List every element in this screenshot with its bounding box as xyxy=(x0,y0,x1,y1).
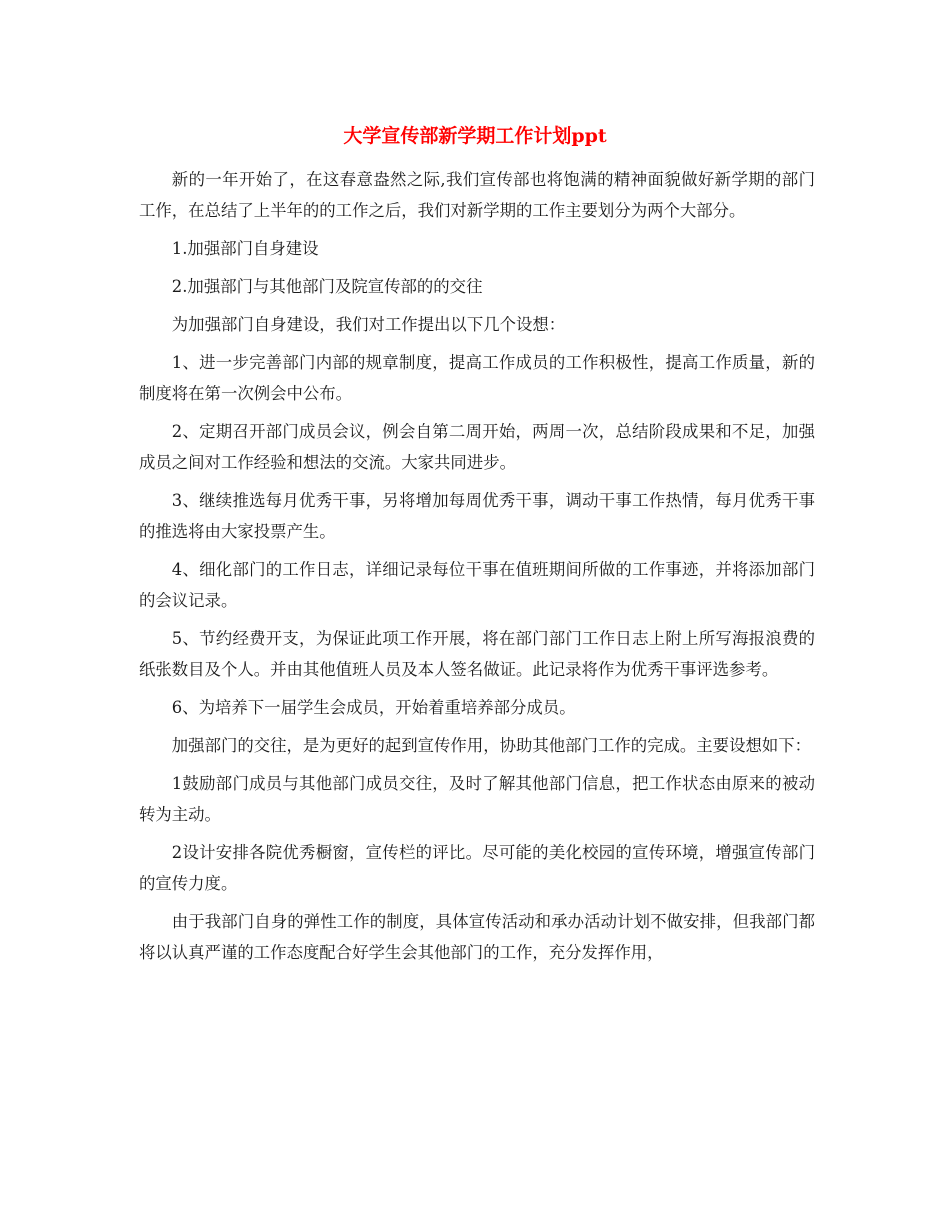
paragraph-item-5: 5、节约经费开支，为保证此项工作开展，将在部门部门工作日志上附上所写海报浪费的纸张数目及个人。并由其他值班人员及本人签名做证。此记录将作为优秀干事评选参考。 xyxy=(139,629,815,679)
document-body xyxy=(139,164,815,975)
paragraph-self-building-intro: 为加强部门自身建设，我们对工作提出以下几个设想： xyxy=(171,315,566,334)
paragraph-communication-intro: 加强部门的交往，是为更好的起到宣传作用，协助其他部门工作的完成。主要设想如下： xyxy=(171,736,812,755)
paragraph-intro: 新的一年开始了，在这春意盎然之际,我们宣传部也将饱满的精神面貌做好新学期的部门工作，在总结了上半年的的工作之后，我们对新学期的工作主要划分为两个大部分。 xyxy=(139,170,815,220)
document-title: 大学宣传部新学期工作计划ppt xyxy=(343,125,607,147)
paragraph-item-1: 1、进一步完善部门内部的规章制度，提高工作成员的工作积极性，提高工作质量，新的制度将在第一次例会中公布。 xyxy=(139,353,815,403)
paragraph-communication-2: 2设计安排各院优秀橱窗，宣传栏的评比。尽可能的美化校园的宣传环境，增强宣传部门的宣传力度。 xyxy=(139,843,815,893)
paragraph-item-2: 2、定期召开部门成员会议，例会自第二周开始，两周一次，总结阶段成果和不足，加强成员之间对工作经验和想法的交流。大家共同进步。 xyxy=(139,422,815,472)
paragraph-closing: 由于我部门自身的弹性工作的制度，具体宣传活动和承办活动计划不做安排，但我部门都将以认真严谨的工作态度配合好学生会其他部门的工作，充分发挥作用， xyxy=(139,912,815,962)
paragraph-communication-1: 1鼓励部门成员与其他部门成员交往，及时了解其他部门信息，把工作状态由原来的被动转为主动。 xyxy=(139,774,815,824)
paragraph-goal-2: 2.加强部门与其他部门及院宣传部的的交往 xyxy=(171,277,483,296)
paragraph-goal-1: 1.加强部门自身建设 xyxy=(171,239,319,258)
paragraph-item-6: 6、为培养下一届学生会成员，开始着重培养部分成员。 xyxy=(171,698,576,717)
paragraph-item-3: 3、继续推选每月优秀干事，另将增加每周优秀干事，调动干事工作热情，每月优秀干事的推选将由大家投票产生。 xyxy=(139,491,815,541)
paragraph-item-4: 4、细化部门的工作日志，详细记录每位干事在值班期间所做的工作事迹，并将添加部门的会议记录。 xyxy=(139,560,815,610)
